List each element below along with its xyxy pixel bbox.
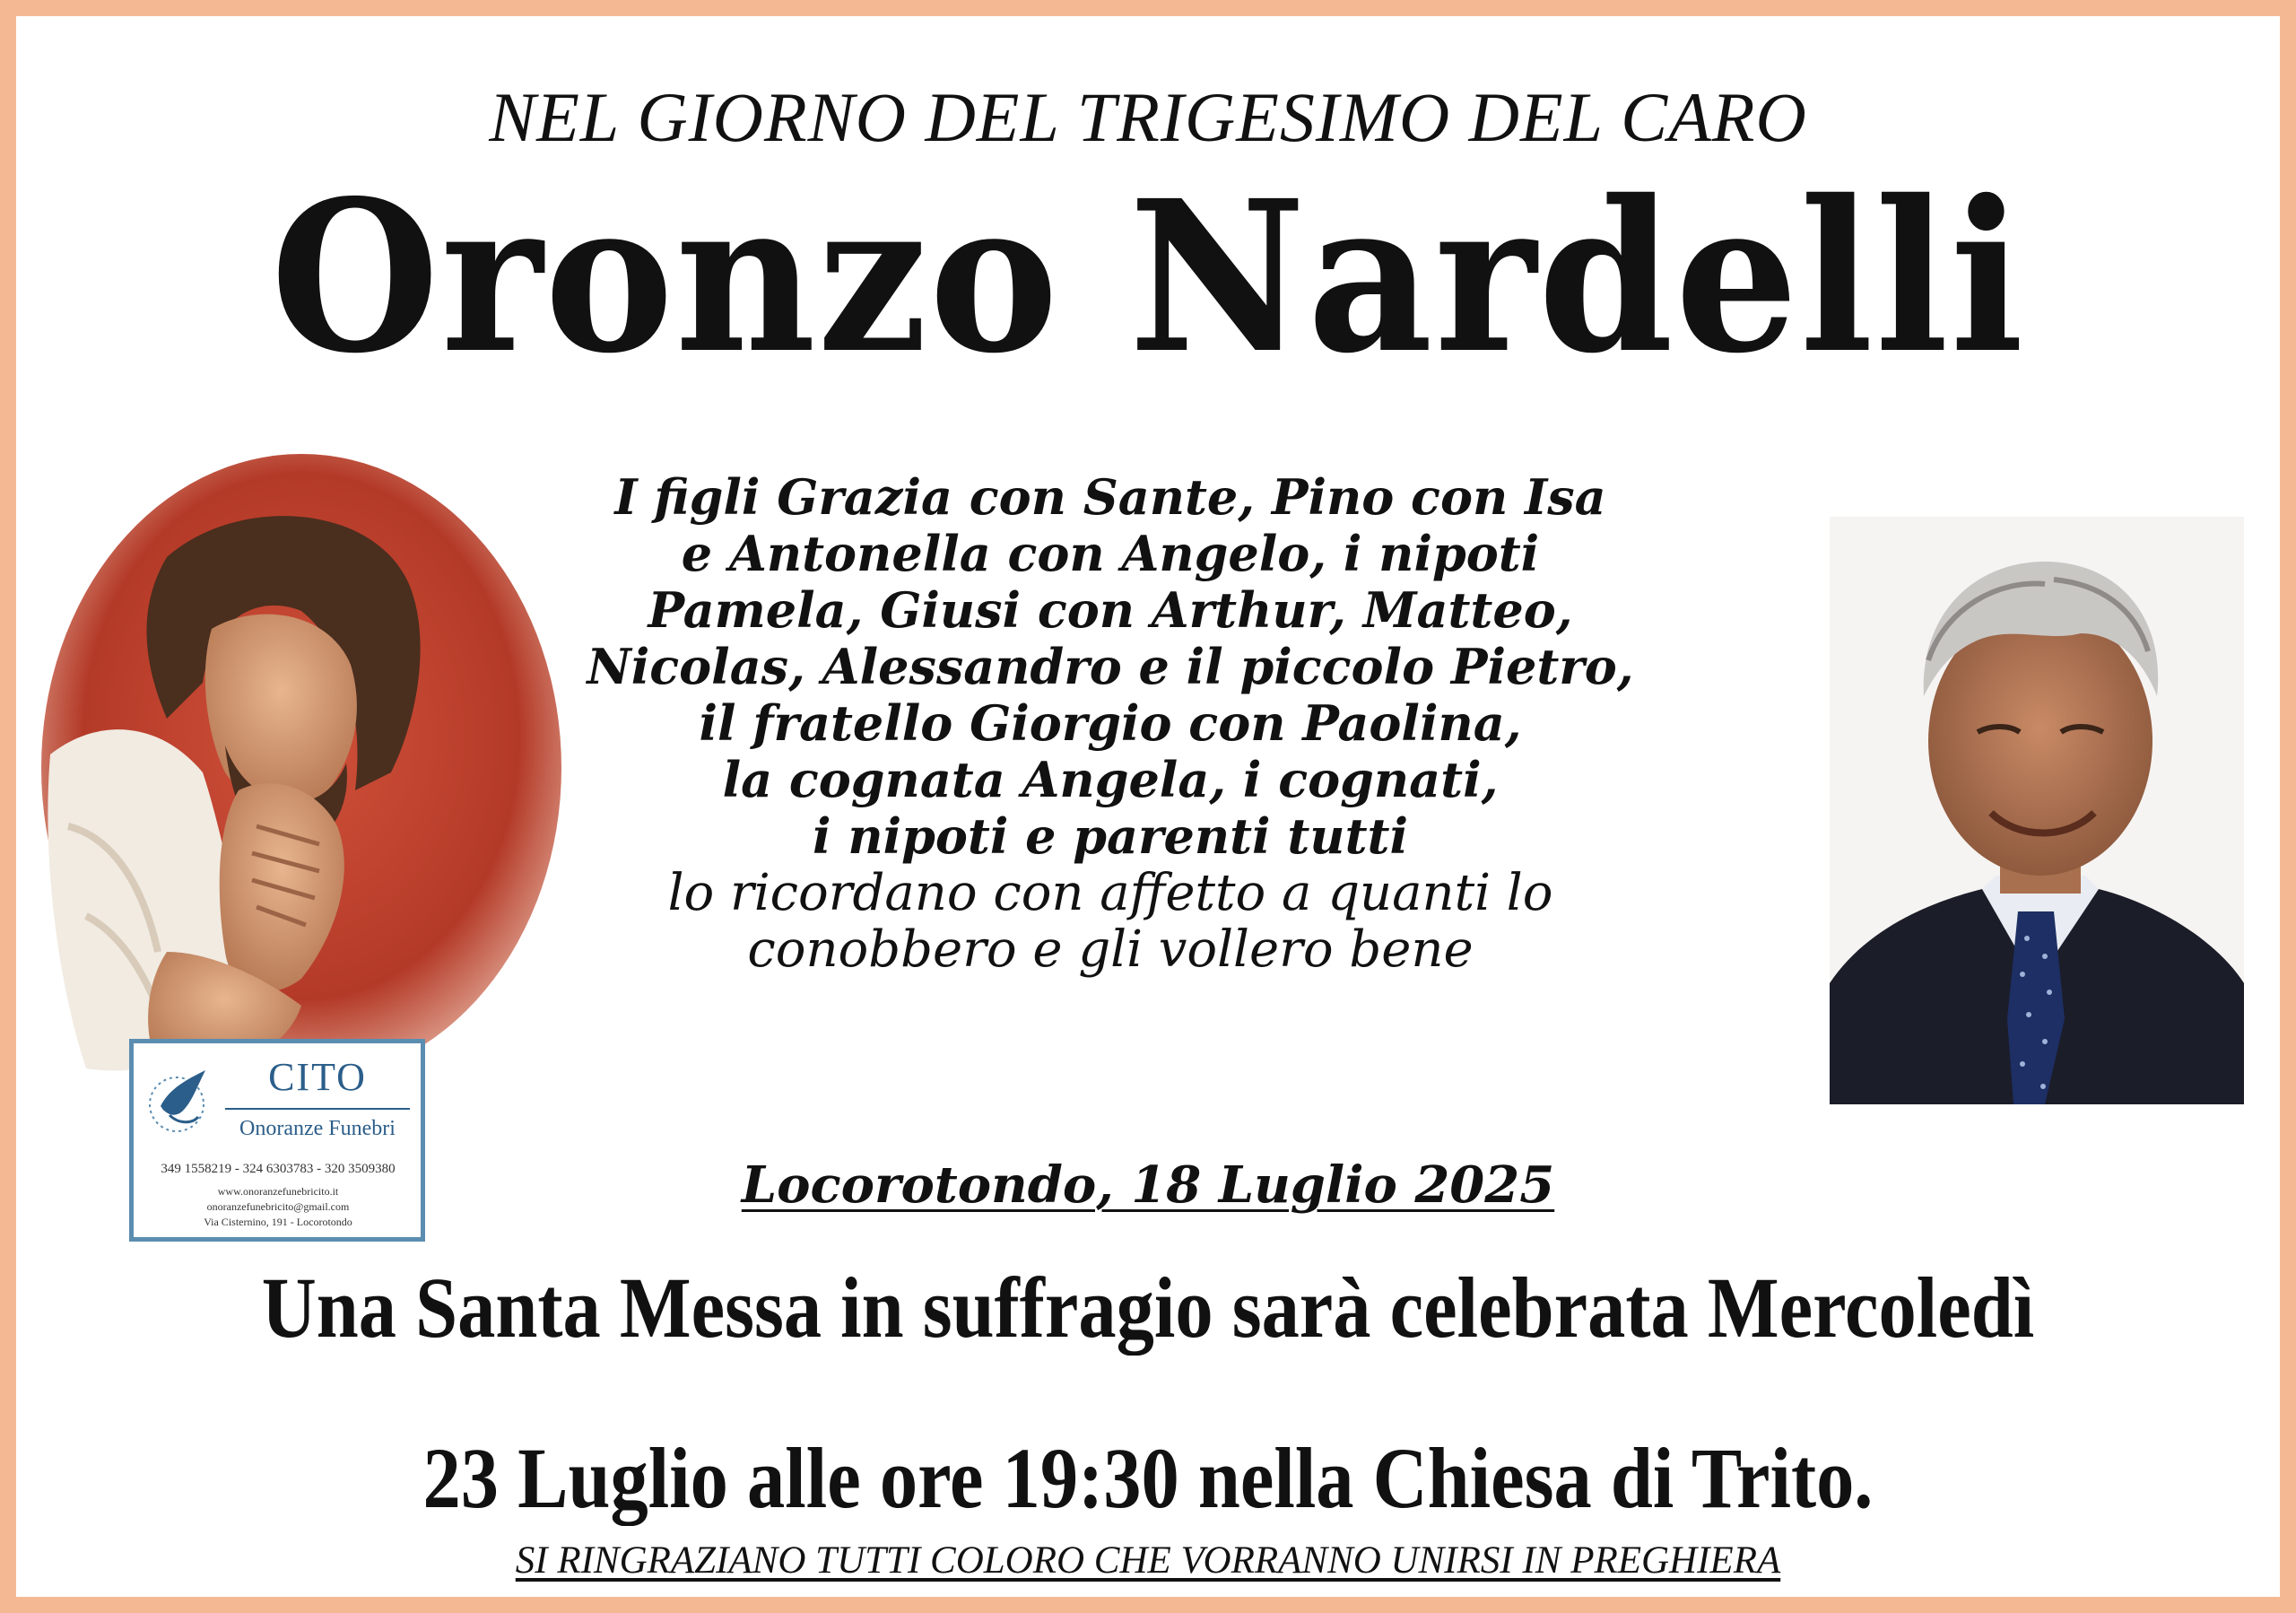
deceased-portrait-photo	[1830, 517, 2244, 1104]
mass-announcement-line-1: Una Santa Messa in suffragio sarà celebrata Mercoledì	[261, 1260, 2035, 1356]
family-line: il fratello Giorgio con Paolina,	[699, 694, 1522, 752]
funeral-home-address: Via Cisternino, 191 - Locorotondo	[204, 1216, 352, 1228]
family-line: i nipoti e parenti tutti	[813, 807, 1408, 865]
remember-line: conobbero e gli vollero bene	[747, 920, 1474, 979]
family-line: Nicolas, Alessandro e il piccolo Pietro,	[587, 638, 1634, 695]
deceased-name: Oronzo Nardelli	[270, 154, 2026, 399]
funeral-home-subtitle: Onoranze Funebri	[239, 1117, 396, 1140]
funeral-home-website: www.onoranzefunebricito.it	[217, 1185, 339, 1198]
intro-heading: NEL GIORNO DEL TRIGESIMO DEL CARO	[489, 78, 1807, 156]
family-line: la cognata Angela, i cognati,	[722, 751, 1499, 808]
praying-jesus-illustration	[32, 449, 561, 1100]
family-message	[518, 469, 1702, 978]
mass-announcement-line-2: 23 Luglio alle ore 19:30 nella Chiesa di Trito.	[422, 1430, 1874, 1526]
place-and-date: Locorotondo, 18 Luglio 2025	[741, 1155, 1555, 1215]
logo-divider	[225, 1108, 410, 1110]
funeral-home-phones: 349 1558219 - 324 6303783 - 320 3509380	[161, 1162, 396, 1176]
funeral-home-email: onoranzefunebricito@gmail.com	[206, 1200, 350, 1213]
funeral-home-title: CITO	[268, 1055, 367, 1099]
thanks-footer: SI RINGRAZIANO TUTTI COLORO CHE VORRANNO UNIRSI IN PREGHIERA	[515, 1539, 1781, 1582]
family-line: I figli Grazia con Sante, Pino con Isa	[614, 468, 1606, 526]
family-line: Pamela, Giusi con Arthur, Matteo,	[648, 581, 1573, 639]
family-line: e Antonella con Angelo, i nipoti	[681, 525, 1540, 582]
remember-line: lo ricordano con affetto a quanti lo	[667, 864, 1553, 922]
dove-emblem-icon	[143, 1052, 214, 1151]
